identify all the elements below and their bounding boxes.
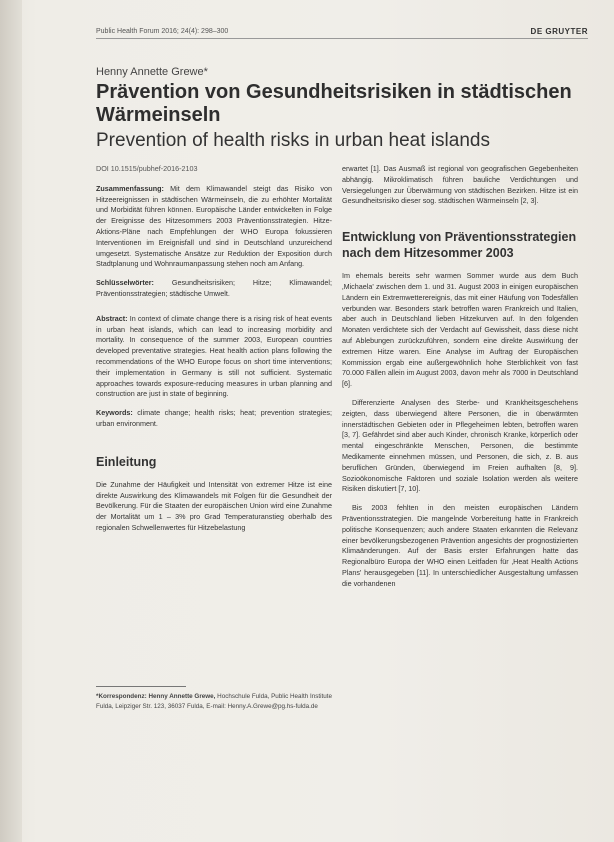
abstract-german xyxy=(96,184,332,270)
footnote-label: *Korrespondenz: Henny Annette Grewe, xyxy=(96,693,216,700)
heading-entwicklung: Entwicklung von Präventionsstrategien nach dem Hitzesommer 2003 xyxy=(342,230,577,261)
left-column xyxy=(96,164,332,542)
keywords-german xyxy=(96,278,332,300)
keywords-english-label: Keywords: xyxy=(96,408,133,418)
abstract-english xyxy=(96,314,332,400)
keywords-english-text: climate change; health risks; heat; prevention strategies; urban environment. xyxy=(96,408,332,428)
right-intro-text: erwartet [1]. Das Ausmaß ist regional von geografischen Gegebenheiten abhängig. Mikroklimatisch führen bauliche Verdichtungen und Versiegelungen zur Überwärmung von städtischen Bezirken. Hitze ist ein Gesundheitsrisiko dieser sog. städtischen Wärmeinseln [2, 3]. xyxy=(342,164,578,206)
header-rule xyxy=(96,38,588,39)
right-paragraph-2: Differenzierte Analysen des Sterbe- und Krankheitsgeschehens zeigten, dass überwiegend ältere Personen, die in überwärmten innerstädtischen Gebieten oder in Pflegeheimen lebten, betroffen waren [3, 7]. Gefährdet sind aber auch Kinder, chronisch Kranke, körperlich oder mental eingeschränkte Menschen, Personen, die bestimmte Medikamente einnehmen müssen, und Personen, die sich, z. B. aus beruflichen Gründen, überwiegend im Freien aufhalten [8, 9]. Sozioökonomische Faktoren und soziale Isolation werden als weitere Risiken diskutiert [7, 10]. xyxy=(342,397,578,494)
running-header xyxy=(96,27,588,36)
keywords-german-text: Gesundheitsrisiken; Hitze; Klimawandel; Präventionsstrategien; städtische Umwelt. xyxy=(96,278,332,298)
author-name: Henny Annette Grewe* xyxy=(96,66,208,78)
correspondence-footnote xyxy=(96,692,332,711)
book-spine-shadow xyxy=(0,0,22,842)
abstract-german-text: Mit dem Klimawandel steigt das Risiko von Hitzeereignissen in städtischen Wärmeinseln, die zu erhöhter Mortalität und Morbidität führen können. Europäische Länder entwickelten in Folge der Ereignisse des Hitzesommers 2003 Präventionsstrategien. Hitze-Aktions-Pläne nach Empfehlungen der WHO Europa fokussieren Interventionen im Ereignisfall und sind in Deutschland unzureichend umgesetzt. Systematische Ansätze zur Reduktion der Exposition durch Stadtplanung und Wohnraumanpassung stehen noch am Anfang. xyxy=(96,183,332,269)
abstract-german-label: Zusammenfassung: xyxy=(96,183,164,193)
right-paragraph-3: Bis 2003 fehlten in den meisten europäischen Ländern Präventionsstrategien. Die mangelnde Vorbereitung hatte in Frankreich politische Konsequenzen; auch andere Staaten erkannten die Relevanz einer bevölkerungsbezogenen Prävention angesichts der prognostizierten Klimaänderungen. Auf der Basis erster Erfahrungen hatte das Regionalbüro Europa der WHO einen Leitfaden für ‚Heat Health Actions Plans' herausgegeben [11]. In unterschiedlicher Ausgestaltung umfassen die vorhandenen xyxy=(342,503,578,588)
abstract-english-label: Abstract: xyxy=(96,313,128,323)
doi: DOI 10.1515/pubhef-2016-2103 xyxy=(96,164,198,173)
heading-einleitung: Einleitung xyxy=(96,454,157,469)
right-paragraph-1: Im ehemals bereits sehr warmen Sommer wurde aus dem Buch ‚Michaela' zwischen dem 1. und 31. August 2003 in einigen europäischen Ländern ein Extremwetterereignis, das mit einer Häufung von Todesfällen verbunden war. Besonders stark betroffen waren Frankreich und Italien, aber auch in Deutschland lieben Hitzekurven auf. In den folgenden Monaten verdichtete sich der Verdacht auf Gewissheit, dass diese nicht auf Ablebungen zurückzuführen, sondern eine direkte Auswirkung der extremen Hitze waren. Eine Analyse im Auftrag der Europäischen Kommission ergab eine außergewöhnlich hohe Sterblichkeit von fast 70.000 Fällen allein im August 2003, davon mehr als 7000 in Deutschland [6]. xyxy=(342,271,578,389)
einleitung-text: Die Zunahme der Häufigkeit und Intensität von extremer Hitze ist eine direkte Auswirkung des Klimawandels mit Folgen für die Gesundheit der Bevölkerung. Für die Staaten der europäischen Union wird eine Zunahme der Mortalität um 1 – 3% pro Grad Temperaturanstieg oberhalb des regionalen Schwellenwertes für Hitzebelastung xyxy=(96,479,332,532)
publisher-logo: DE GRUYTER xyxy=(530,27,588,36)
footnote-text: Hochschule Fulda, Public Health Institute Fulda, Leipziger Str. 123, 36037 Fulda, E-mail: Henny.A.Grewe@pg.hs-fulda.de xyxy=(96,693,332,710)
title-german: Prävention von Gesundheitsrisiken in städtischen Wärmeinseln xyxy=(96,81,572,126)
keywords-english xyxy=(96,408,332,430)
abstract-english-text: In context of climate change there is a rising risk of heat events in urban heat islands, which can lead to increasing morbidity and mortality. In consequence of the summer 2003, European countries developed preventative strategies. Heat health action plans following the recommendations of the WHO Europe focus on short time interventions; their implementation in Germany is still not sufficient. Systematic approaches towards exposure-reducing measures in urban planning and construction are just in state of beginning. xyxy=(96,313,332,399)
keywords-german-label: Schlüsselwörter: xyxy=(96,278,154,288)
right-column xyxy=(342,164,578,598)
journal-citation: Public Health Forum 2016; 24(4): 298–300 xyxy=(96,28,229,35)
footnote-rule xyxy=(96,686,186,687)
title-english: Prevention of health risks in urban heat islands xyxy=(96,130,490,151)
